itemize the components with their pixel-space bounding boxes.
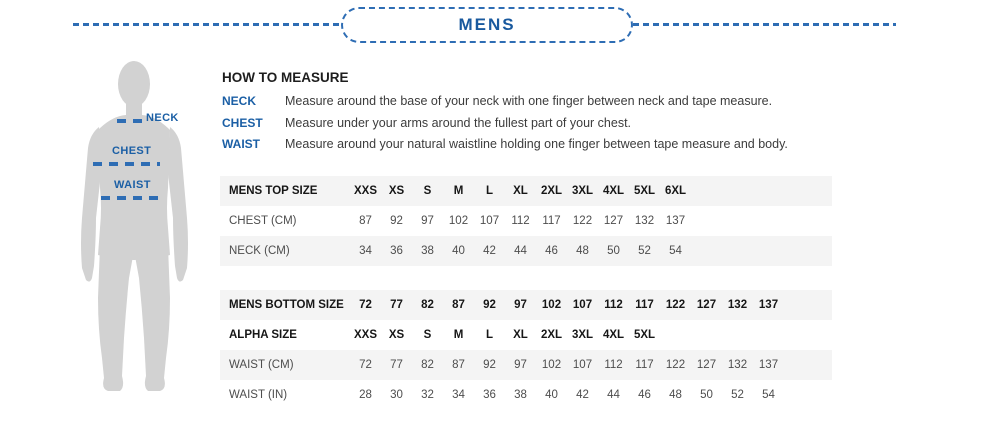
- size-cell: XL: [513, 329, 528, 341]
- size-cell: 77: [390, 299, 403, 311]
- instruction-label: CHEST: [222, 115, 263, 130]
- size-cell: 46: [545, 245, 558, 257]
- mens-top-size-table: [220, 176, 832, 266]
- size-cell: 38: [514, 389, 527, 401]
- size-cell: 4XL: [602, 185, 625, 197]
- size-cell: 122: [572, 215, 593, 227]
- how-to-measure-title: HOW TO MEASURE: [222, 70, 349, 85]
- header-dashed-line-left: [73, 23, 339, 26]
- figure-neck-dashed-line: [117, 119, 143, 123]
- size-cell: 107: [572, 359, 593, 371]
- size-cell: 122: [665, 299, 686, 311]
- figure-chest-label: CHEST: [112, 145, 152, 157]
- size-cell: 40: [452, 245, 465, 257]
- size-cell: 36: [483, 389, 496, 401]
- measure-instruction-waist: [222, 137, 922, 159]
- size-cell: 32: [421, 389, 434, 401]
- table-row: [220, 176, 832, 206]
- size-cell: XS: [388, 185, 405, 197]
- figure-waist-dashed-line: [101, 196, 159, 200]
- table-row: [220, 290, 832, 320]
- size-cell: S: [423, 185, 432, 197]
- mens-bottom-size-table: [220, 290, 832, 410]
- size-cell: 72: [359, 299, 372, 311]
- header-dashed-line-right: [633, 23, 896, 26]
- size-cell: 137: [665, 215, 686, 227]
- table-row: [220, 206, 832, 236]
- size-cell: 54: [762, 389, 775, 401]
- row-label: WAIST (CM): [229, 359, 294, 371]
- row-label: MENS BOTTOM SIZE: [229, 299, 344, 311]
- body-silhouette-figure: [62, 58, 207, 403]
- size-cell: M: [453, 185, 464, 197]
- size-cell: 102: [541, 359, 562, 371]
- figure-neck-label: NECK: [146, 112, 179, 124]
- measure-instruction-neck: [222, 94, 922, 116]
- size-cell: 3XL: [571, 329, 594, 341]
- table-row: [220, 380, 832, 410]
- size-tables: [220, 176, 832, 410]
- size-cell: XXS: [353, 329, 377, 341]
- size-cell: 82: [421, 359, 434, 371]
- size-cell: 102: [448, 215, 469, 227]
- size-cell: 82: [421, 299, 434, 311]
- size-cell: 87: [452, 359, 465, 371]
- size-cell: M: [453, 329, 464, 341]
- size-cell: 112: [511, 215, 530, 227]
- size-cell: 72: [359, 359, 372, 371]
- row-label: MENS TOP SIZE: [229, 185, 318, 197]
- size-cell: 6XL: [664, 185, 687, 197]
- instruction-text: Measure around the base of your neck with one finger between neck and tape measure.: [285, 94, 773, 108]
- size-cell: 117: [635, 299, 654, 311]
- size-cell: 87: [359, 215, 372, 227]
- figure-chest-dashed-line: [93, 162, 160, 166]
- size-cell: 4XL: [602, 329, 625, 341]
- size-cell: L: [485, 185, 494, 197]
- size-cell: 117: [542, 215, 561, 227]
- size-cell: 97: [514, 359, 527, 371]
- table-row: [220, 236, 832, 266]
- row-label: CHEST (CM): [229, 215, 297, 227]
- table-row: [220, 320, 832, 350]
- size-cell: 127: [696, 299, 717, 311]
- size-cell: 50: [700, 389, 713, 401]
- size-cell: 132: [634, 215, 655, 227]
- section-title: MENS: [458, 15, 516, 34]
- size-cell: 132: [727, 359, 748, 371]
- instruction-text: Measure around your natural waistline holding one finger between tape measure and body.: [285, 137, 788, 151]
- size-cell: 137: [758, 359, 779, 371]
- figure-waist-label: WAIST: [114, 179, 151, 191]
- instruction-label: NECK: [222, 94, 257, 108]
- size-cell: 44: [514, 245, 527, 257]
- size-cell: 122: [665, 359, 686, 371]
- table-row: [220, 350, 832, 380]
- size-cell: 34: [452, 389, 465, 401]
- size-cell: 54: [669, 245, 682, 257]
- size-cell: 38: [421, 245, 434, 257]
- size-cell: 97: [421, 215, 434, 227]
- size-cell: 2XL: [540, 185, 563, 197]
- size-cell: 107: [479, 215, 500, 227]
- size-cell: 137: [758, 299, 779, 311]
- size-cell: 132: [727, 299, 748, 311]
- size-cell: XS: [388, 329, 405, 341]
- size-cell: 30: [390, 389, 403, 401]
- size-cell: 34: [359, 245, 372, 257]
- size-cell: 87: [452, 299, 465, 311]
- size-cell: 52: [638, 245, 651, 257]
- size-cell: 97: [514, 299, 527, 311]
- measure-instruction-chest: [222, 116, 922, 138]
- size-cell: XL: [513, 185, 528, 197]
- size-cell: 52: [731, 389, 744, 401]
- size-cell: 42: [483, 245, 496, 257]
- size-cell: 42: [576, 389, 589, 401]
- size-cell: 112: [604, 299, 623, 311]
- size-cell: 46: [638, 389, 651, 401]
- row-label: ALPHA SIZE: [229, 329, 297, 341]
- size-cell: 5XL: [633, 329, 656, 341]
- size-cell: 117: [635, 359, 654, 371]
- size-cell: XXS: [353, 185, 377, 197]
- size-cell: 3XL: [571, 185, 594, 197]
- size-cell: 112: [604, 359, 623, 371]
- size-cell: 36: [390, 245, 403, 257]
- size-cell: 48: [576, 245, 589, 257]
- size-cell: 127: [696, 359, 717, 371]
- size-cell: 50: [607, 245, 620, 257]
- size-cell: 5XL: [633, 185, 656, 197]
- instruction-text: Measure under your arms around the fullest part of your chest.: [285, 115, 632, 130]
- size-cell: 127: [603, 215, 624, 227]
- instruction-label: WAIST: [222, 137, 260, 151]
- size-cell: 92: [483, 299, 496, 311]
- size-cell: 40: [545, 389, 558, 401]
- size-cell: 77: [390, 359, 403, 371]
- row-label: NECK (CM): [229, 245, 290, 257]
- size-cell: 102: [541, 299, 562, 311]
- row-label: WAIST (IN): [229, 389, 288, 401]
- size-cell: 2XL: [540, 329, 563, 341]
- size-cell: 92: [390, 215, 403, 227]
- mens-section-pill: [341, 7, 633, 43]
- size-cell: 28: [359, 389, 372, 401]
- size-cell: S: [423, 329, 432, 341]
- size-cell: 107: [572, 299, 593, 311]
- size-cell: L: [485, 329, 494, 341]
- size-cell: 92: [483, 359, 496, 371]
- size-cell: 48: [669, 389, 682, 401]
- size-cell: 44: [607, 389, 620, 401]
- male-body-silhouette: [81, 61, 188, 391]
- how-to-measure-section: [222, 70, 922, 159]
